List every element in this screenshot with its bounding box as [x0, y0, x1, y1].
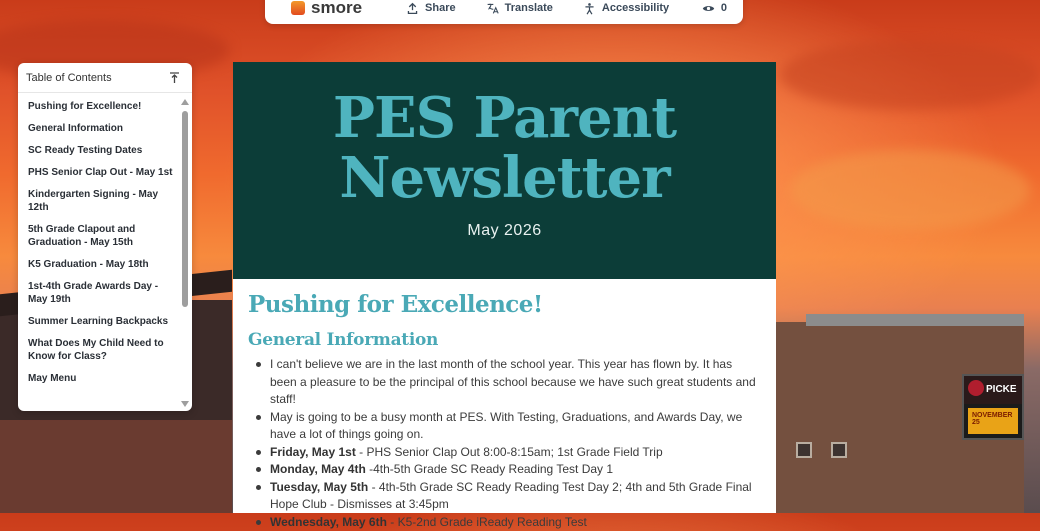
section-heading: Pushing for Excellence! — [248, 291, 760, 318]
smore-logo[interactable] — [291, 0, 362, 18]
toc-item-kindergarten-signing[interactable]: Kindergarten Signing - May 12th — [18, 185, 192, 220]
cloud — [780, 40, 1040, 110]
share-label: Share — [425, 2, 456, 14]
eye-icon — [702, 2, 715, 15]
list-item: Wednesday, May 6th - K5-2nd Grade iReady Reading Test — [270, 514, 760, 531]
scroll-down-icon[interactable] — [181, 401, 189, 407]
view-count-value: 0 — [721, 2, 727, 14]
toc-item-pushing-for-excellence[interactable]: Pushing for Excellence! — [18, 97, 192, 119]
toc-item-may-menu[interactable]: May Menu — [18, 369, 192, 391]
share-button[interactable] — [406, 2, 456, 15]
school-logo-icon — [968, 380, 984, 396]
toc-item-what-child-needs[interactable]: What Does My Child Need to Know for Class? — [18, 334, 192, 369]
newsletter-date: May 2026 — [233, 222, 776, 240]
translate-button[interactable] — [486, 2, 553, 15]
smore-logo-icon — [291, 1, 305, 15]
newsletter-header — [233, 62, 776, 279]
accessibility-label: Accessibility — [602, 2, 669, 14]
list-item: Friday, May 1st - PHS Senior Clap Out 8:00-8:15am; 1st Grade Field Trip — [270, 444, 760, 462]
accessibility-icon — [583, 2, 596, 15]
title-line-2: Newsletter — [233, 148, 776, 208]
view-count — [702, 2, 727, 15]
newsletter-title — [233, 88, 776, 208]
scroll-up-icon[interactable] — [181, 99, 189, 105]
section-subheading: General Information — [248, 330, 760, 350]
list-item: Tuesday, May 5th - 4th-5th Grade SC Ready Reading Test Day 2; 4th and 5th Grade Final Hope Club - Dismisses at 3:45pm — [270, 479, 760, 514]
newsletter-content — [233, 279, 776, 531]
toc-scrollbar[interactable] — [181, 97, 189, 409]
title-line-1: PES Parent — [233, 88, 776, 148]
list-item: I can't believe we are in the last month of the school year. This year has flown by. It has been a pleasure to be the principal of this school because we have such great students and staff! — [270, 356, 760, 409]
toc-item-sc-ready-testing[interactable]: SC Ready Testing Dates — [18, 141, 192, 163]
cloud — [790, 150, 1030, 230]
info-list — [248, 356, 760, 531]
toc-item-k5-graduation[interactable]: K5 Graduation - May 18th — [18, 255, 192, 277]
toc-item-summer-backpacks[interactable]: Summer Learning Backpacks — [18, 312, 192, 334]
collapse-toc-icon[interactable] — [169, 72, 180, 84]
table-of-contents — [18, 63, 192, 411]
newsletter-card — [233, 62, 776, 513]
school-sign: PICKE NOVEMBER 25 — [962, 374, 1024, 440]
list-item: Monday, May 4th -4th-5th Grade SC Ready Reading Test Day 1 — [270, 461, 760, 479]
accessibility-button[interactable] — [583, 2, 669, 15]
toc-item-awards-day[interactable]: 1st-4th Grade Awards Day - May 19th — [18, 277, 192, 312]
scroll-thumb[interactable] — [182, 111, 188, 307]
translate-label: Translate — [505, 2, 553, 14]
toc-header — [18, 63, 192, 93]
brand-name: smore — [311, 0, 362, 18]
toc-list — [18, 93, 192, 391]
toc-item-5th-grade-clapout[interactable]: 5th Grade Clapout and Graduation - May 15th — [18, 220, 192, 255]
building-right — [776, 322, 1024, 513]
toc-item-phs-senior-clap-out[interactable]: PHS Senior Clap Out - May 1st — [18, 163, 192, 185]
translate-icon — [486, 2, 499, 15]
toc-item-general-information[interactable]: General Information — [18, 119, 192, 141]
top-toolbar — [265, 0, 743, 24]
toc-title: Table of Contents — [26, 72, 112, 84]
share-icon — [406, 2, 419, 15]
list-item: May is going to be a busy month at PES. With Testing, Graduations, and Awards Day, we have a lot of things going on. — [270, 409, 760, 444]
